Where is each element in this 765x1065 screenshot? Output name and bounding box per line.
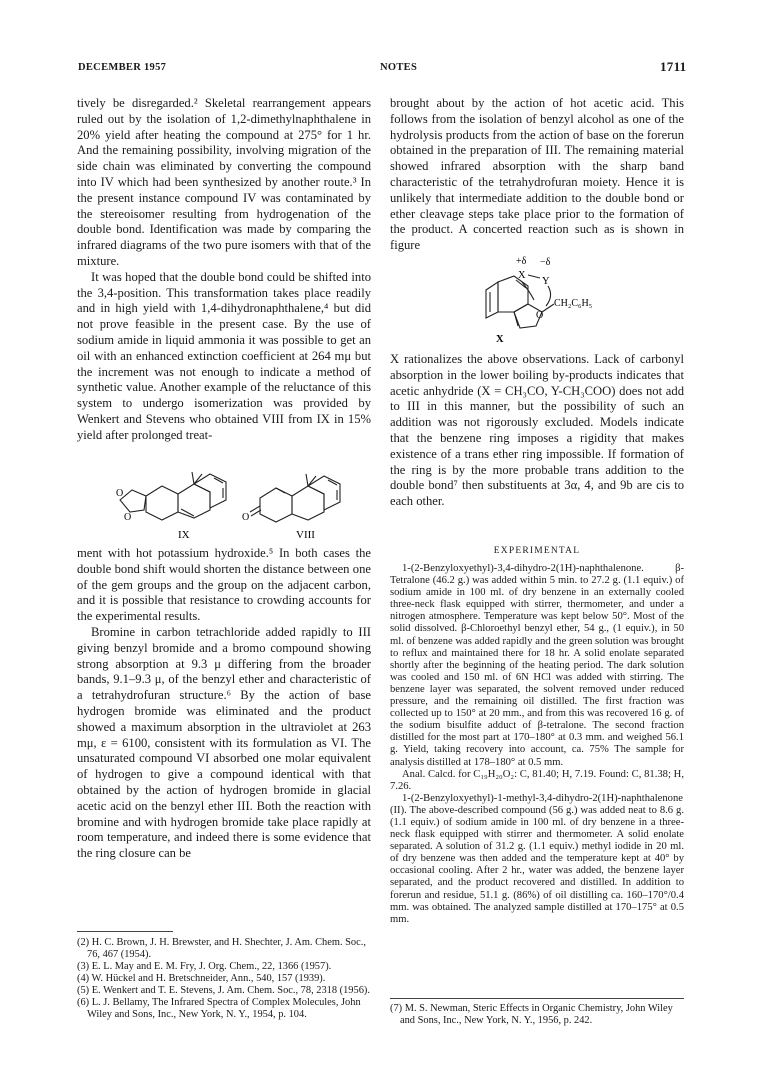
structures-ix-viii-figure: [110, 462, 350, 542]
structure-ix-oxygen-1: O: [116, 488, 124, 499]
experimental-paragraph-1: 1-(2-Benzyloxyethyl)-3,4-dihydro-2(1H)-naphthalenone. β-Tetralone (46.2 g.) was added within 5 min. to 27.2 g. (1.1 equiv.) of sodium amide in 100 ml. of dry benzene in an externally cooled three-neck flask equipped with stirrer, thermometer, and under a nitrogen atmosphere. Temperature was kept below 50°. Most of the solid dissolved. β-Chloroethyl benzyl ether, 54 g., (1 equiv.), in 50 ml. of benzene was added rapidly and the green solution was brought to reflux and maintained there for 18 hr. A solid enolate separated shortly after the beginning of the heating period. The dark solution was cooled and 150 ml. of 6N HCl was added with stirring. The benzene layer was separated, the solvent removed under reduced pressure, and the remaining oil distilled. The first fraction was collected up to 150° at 20 mm., and from this was recovered 16 g. of the sodium bisulfite adduct of β-tetralone. The second fraction distilled for the most part at 170–180° at 0.3 mm. and weighed 56.1 g. Yield, taking recovery into account, ca. 75% The sample for analysis distilled at 178–180° at 0.5 mm.: [390, 563, 684, 768]
ether-oxygen-label: O: [536, 310, 544, 321]
left-column-top: [77, 96, 371, 444]
right-footnotes: [390, 1003, 684, 1027]
benzyl-substituent-label: CH₂C₆H₅: [554, 298, 593, 309]
footnote-rule-left: [77, 931, 173, 932]
experimental-paragraph-2: 1-(2-Benzyloxyethyl)-1-methyl-3,4-dihydro-2(1H)-naphthalenone (II). The above-described compound (56 g.) was added neat to 8.6 g. (1.1 equiv.) of sodium amide in 100 ml. of dry benzene in a three-neck flask equipped with stirrer and thermometer. A solid enolate separated. A solution of 31.2 g. (1.1 equiv.) methyl iodide in 20 ml. of dry benzene was then added and the temperature kept at 40° by occasional cooling. After 2 hr., water was added, the benzene layer separated, and the product recovered and distilled. In addition to forerun and residue, 51.1 g. (86%) of oil distilling ca. 160–170°/0.4 mm. was obtained. The analyzed sample distilled at 170–175° at 0.5 mm.: [390, 792, 684, 925]
footnote-rule-right: [390, 998, 684, 999]
left-paragraph-2: It was hoped that the double bond could be shifted into the 3,4-position. This transformation takes place readily and in high yield with 1,4-dihydronaphthalene,⁴ but did not prove feasible in the present case. By the use of sodium amide in liquid ammonia it was possible to get an oil with an enhanced extinction coefficient at 264 mμ but the increment was not enough to indicate a method of synthetic value. Another example of the reluctance of this system to undergo isomerization was provided by Wenkert and Stevens who obtained VIII from IX in 15% yield after prolonged treat-: [77, 269, 371, 442]
footnote-3: (3) E. L. May and E. M. Fry, J. Org. Chem., 22, 1366 (1957).: [77, 961, 332, 972]
reaction-mechanism-figure-x: [478, 250, 628, 344]
footnote-2: (2) H. C. Brown, J. H. Brewster, and H. Shechter, J. Am. Chem. Soc., 76, 467 (1954).: [77, 937, 366, 960]
structure-ix-drawing: [120, 472, 226, 520]
right-paragraph-2: X rationalizes the above observations. Lack of carbonyl absorption in the lower boiling by-products indicates that acetic anhydride (X = CH₃CO, Y-CH₃COO) does not add to III in this manner, but the possibility of such an addition was not rigorously excluded. Models indicate that the benzene ring imposes a rigidity that makes existence of a trans ether ring impossible. If formation of the ring is by the more probable trans addition to the double bond⁷ then substituents at 3α, 4, and 9b are cis to each other.: [390, 352, 684, 509]
footnote-5: (5) E. Wenkert and T. E. Stevens, J. Am. Chem. Soc., 78, 2318 (1956).: [77, 985, 370, 996]
plus-delta-label: +δ: [516, 256, 527, 267]
structure-viii-oxygen: O: [242, 512, 250, 523]
x-atom-label: X: [518, 270, 526, 281]
left-paragraph-4: Bromine in carbon tetrachloride added rapidly to III giving benzyl bromide and a bromo compound showing strong absorption at 9.3 μ differing from the broader bands, 9.1–9.3 μ, of the benzyl ether and characteristic of a tetrahydrofuran structure.⁶ By the action of base hydrogen bromide was eliminated and the product showed a maximum absorption in the ultraviolet at 263 mμ, ε = 6100, consistent with its formulation as VI. The unsaturated compound VI absorbed one molar equivalent of hydrogen to give a compound identical with that obtained by the action of hydrogen bromide in glacial acetic acid on the benzyl ether III. Both the reaction with bromine and with hydrogen bromide take place rapidly at room temperature, and indeed there is some evidence that the ring closure can be: [77, 624, 371, 861]
running-header-section: NOTES: [380, 62, 418, 73]
left-footnotes: [77, 937, 371, 1021]
experimental-heading: EXPERIMENTAL: [493, 546, 581, 556]
left-column-bottom: [77, 546, 371, 862]
left-paragraph-1: tively be disregarded.² Skeletal rearrangement appears ruled out by the isolation of 1,2-dimethylnaphthalene in 20% yield after heating the compound at 275° for 1 hr. And the remaining possibility, involving migration of the side chain was eliminated by converting the compound into IV which had been synthesized by another route.³ In the present instance compound IV was contaminated by the stereoisomer resulting from hydrogenation of the double bond. Identification was made by comparing the infrared diagrams of the two pure isomers with that of the mixture.: [77, 96, 371, 268]
structure-ix-label: IX: [178, 529, 190, 541]
y-atom-label: Y: [542, 276, 550, 287]
footnote-4: (4) W. Hückel and H. Bretschneider, Ann., 540, 157 (1939).: [77, 973, 326, 984]
right-column-middle: [390, 352, 684, 510]
running-header-date: DECEMBER 1957: [78, 62, 167, 73]
footnote-7: (7) M. S. Newman, Steric Effects in Organic Chemistry, John Wiley and Sons, Inc., New York, N. Y., 1956, p. 242.: [390, 1003, 673, 1026]
right-paragraph-1: brought about by the action of hot acetic acid. This follows from the isolation of benzyl alcohol as one of the hydrolysis products from the action of base on the forerun obtained in the preparation of III. The remaining material showed infrared absorption with the sharp band characteristic of the tetrahydrofuran moiety. Hence it is unlikely that intermediate addition to the double bond or ether cleavage steps take place prior to the formation of the product. A concerted reaction such as is shown in figure: [390, 96, 684, 253]
experimental-analysis: Anal. Calcd. for C₁₉H₂₀O₂: C, 81.40; H, 7.19. Found: C, 81.38; H, 7.26.: [390, 768, 684, 792]
figure-x-label: X: [496, 334, 504, 345]
minus-delta-label: −δ: [540, 257, 551, 268]
footnote-6: (6) L. J. Bellamy, The Infrared Spectra of Complex Molecules, John Wiley and Sons, Inc., New York, N. Y., 1954, p. 104.: [77, 997, 361, 1020]
structure-viii-label: VIII: [296, 529, 315, 541]
structure-viii-drawing: [250, 474, 340, 522]
right-column-top: [390, 96, 684, 254]
page-number: 1711: [660, 59, 687, 74]
left-paragraph-3: ment with hot potassium hydroxide.⁵ In both cases the double bond shift would shorten the distance between one of the gem groups and the group on the adjacent carbon, and it is possible that resistance to crowding accounts for the experimental results.: [77, 546, 371, 624]
structure-ix-oxygen-2: O: [124, 512, 132, 523]
experimental-section: [390, 563, 684, 926]
experimental-heading-wrap: [390, 546, 684, 556]
